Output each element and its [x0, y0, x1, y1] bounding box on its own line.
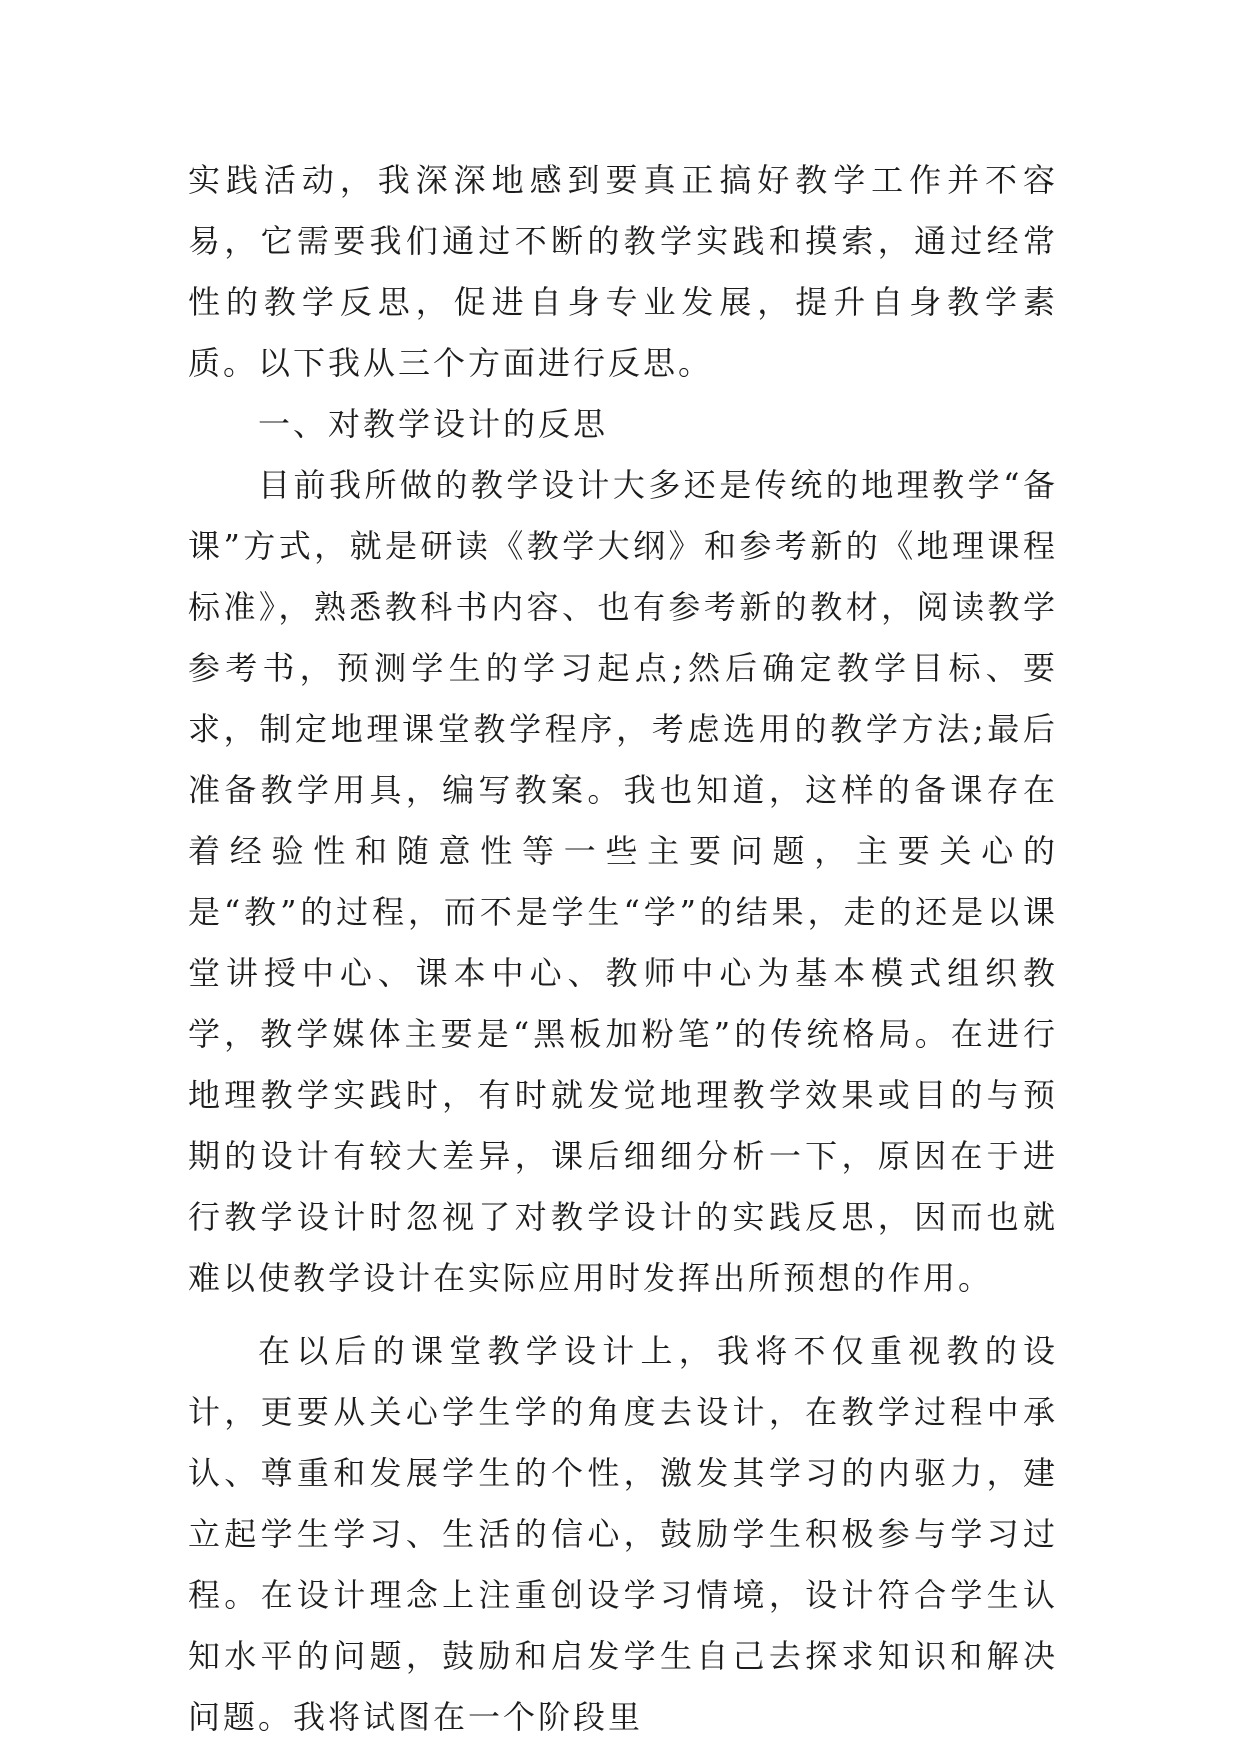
- document-body: [188, 150, 1058, 1748]
- paragraph-continuation: 实践活动，我深深地感到要真正搞好教学工作并不容易，它需要我们通过不断的教学实践和摸索，通过经常性的教学反思，促进自身专业发展，提升自身教学素质。以下我从三个方面进行反思。: [188, 161, 1058, 382]
- paragraph-teaching-design: 目前我所做的教学设计大多还是传统的地理教学“备课”方式，就是研读《教学大纲》和参考新的《地理课程标准》，熟悉教科书内容、也有参考新的教材，阅读教学参考书，预测学生的学习起点;然后确定教学目标、要求，制定地理课堂教学程序，考虑选用的教学方法;最后准备教学用具，编写教案。我也知道，这样的备课存在着经验性和随意性等一些主要问题，主要关心的是“教”的过程，而不是学生“学”的结果，走的还是以课堂讲授中心、课本中心、教师中心为基本模式组织教学，教学媒体主要是“黑板加粉笔”的传统格局。在进行地理教学实践时，有时就发觉地理教学效果或目的与预期的设计有较大差异，课后细细分析一下，原因在于进行教学设计时忽视了对教学设计的实践反思，因而也就难以使教学设计在实际应用时发挥出所预想的作用。: [188, 466, 1058, 1297]
- section-heading: 一、对教学设计的反思: [258, 405, 609, 443]
- paragraph-future-plan: 在以后的课堂教学设计上，我将不仅重视教的设计，更要从关心学生学的角度去设计，在教学过程中承认、尊重和发展学生的个性，激发其学习的内驱力，建立起学生学习、生活的信心，鼓励学生积极参与学习过程。在设计理念上注重创设学习情境，设计符合学生认知水平的问题，鼓励和启发学生自己去探求知识和解决问题。我将试图在一个阶段里: [188, 1332, 1058, 1736]
